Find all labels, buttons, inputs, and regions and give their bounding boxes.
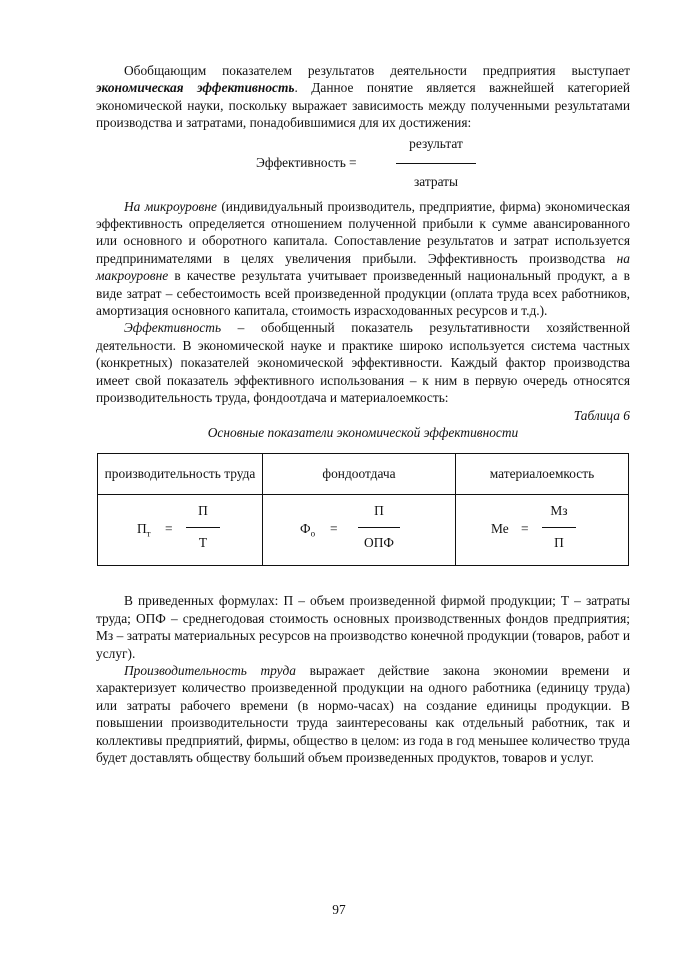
cell-capital-productivity-formula bbox=[263, 495, 456, 566]
formula-equals: = bbox=[330, 521, 338, 537]
header-material-intensity: материалоемкость bbox=[456, 454, 629, 495]
formula-numerator: результат bbox=[409, 135, 463, 151]
term-economic-efficiency: экономическая эффективность bbox=[96, 80, 295, 96]
header-labor-productivity: производительность труда bbox=[98, 454, 263, 495]
formula-material-intensity bbox=[477, 498, 607, 558]
formula-lhs: $П_т$ bbox=[137, 521, 151, 539]
table-title: Основные показатели экономической эффективности bbox=[207, 424, 519, 440]
header-capital-productivity: фондоотдача bbox=[263, 454, 456, 495]
formula-lhs: $Ф_о$ bbox=[300, 521, 316, 539]
fraction-bar bbox=[542, 527, 576, 528]
indicators-table bbox=[97, 453, 629, 566]
formula-denominator: П bbox=[554, 535, 564, 551]
formula-numerator: П bbox=[198, 503, 208, 519]
paragraph-labor-text-b: выражает действие закона экономии времени и характеризует количество произведенной продукции на одного работника (единицу труда) или затраты рабочего времени (в нормо-часах) на создание единицы продукции. В повышении производительности труда заинтересованы как отдельный работник, так и коллективы предприятий, фирмы, общество в целом: из года в год меньшее количество труда будет доставлять обществу больший объем произведенных продуктов, товаров и услуг. bbox=[96, 662, 630, 765]
fraction-bar bbox=[186, 527, 220, 528]
table-header-row bbox=[98, 454, 629, 495]
term-efficiency: Эффективность bbox=[124, 320, 222, 336]
formula-lhs: Ме bbox=[491, 521, 509, 537]
fraction-bar bbox=[358, 527, 400, 528]
page-body bbox=[96, 62, 630, 766]
efficiency-formula bbox=[96, 132, 630, 198]
paragraph-definition-text-b: – обобщенный показатель результативности хозяйственной деятельности. В экономической науке и практике широко используется система частных (конкретных) показателей экономической эффективности. Каждый фактор производства имеет свой показатель эффективного использования – к ним в первую очередь относятся производительность труда, фондоотдача и материалоемкость: bbox=[96, 320, 630, 406]
paragraph-micro-macro bbox=[96, 198, 630, 320]
formula-numerator: Мз bbox=[550, 503, 568, 519]
formula-denominator: ОПФ bbox=[364, 535, 394, 551]
table-formula-row bbox=[98, 495, 629, 566]
formula-capital-productivity bbox=[284, 498, 434, 558]
formula-denominator: затраты bbox=[413, 173, 459, 189]
term-macro-level: на макроуровне bbox=[96, 250, 630, 284]
cell-material-intensity-formula bbox=[456, 495, 629, 566]
paragraph-formula-legend: В приведенных формулах: П – объем произведенной фирмой продукции; Т – затраты труда; ОПФ – среднегодовая стоимость основных производственных фондов предприятия; Мз – затраты материальных ресурсов на производство конечной продукции (товаров, работ и услуг). bbox=[96, 593, 630, 661]
paragraph-micro-text-d: в качестве результата учитывает произведенный национальный продукт, а в виде затрат – себестоимость всей произведенной продукции (оплата труда всех работников, амортизация основного капитала, стоимость израсходованных ресурсов и т.д.). bbox=[96, 268, 630, 319]
formula-labor-productivity bbox=[115, 498, 245, 558]
paragraph-labor-productivity bbox=[96, 662, 630, 766]
formula-equals: = bbox=[521, 521, 529, 537]
paragraph-intro bbox=[96, 62, 630, 132]
table-label: Таблица 6 bbox=[573, 407, 630, 423]
formula-equals: = bbox=[349, 154, 357, 170]
formula-denominator: Т bbox=[198, 535, 208, 551]
formula-lhs: Эффективность bbox=[256, 154, 346, 170]
fraction-bar bbox=[396, 163, 476, 164]
paragraph-intro-text-c: . Данное понятие является важнейшей категорией экономической науки, поскольку выражает зависимость между полученными результатами производства и затратами, понадобившимися для их достижения: bbox=[96, 80, 630, 131]
paragraph-intro-text-a: Обобщающим показателем результатов деятельности предприятия выступает bbox=[124, 63, 630, 78]
paragraph-micro-text-b: (индивидуальный производитель, предприятие, фирма) экономическая эффективность определяется отношением полученной прибыли к сумме авансированного или основного и оборотного капитала. Сопоставление результатов и затрат используется предпринимателями в целях увеличения прибыли. Эффективность производства bbox=[96, 198, 630, 266]
paragraph-efficiency-definition bbox=[96, 319, 630, 406]
formula-equals: = bbox=[165, 521, 173, 537]
page-number: 97 bbox=[332, 902, 346, 917]
cell-labor-productivity-formula bbox=[98, 495, 263, 566]
term-micro-level: На микроуровне bbox=[124, 198, 217, 214]
formula-numerator: П bbox=[374, 503, 384, 519]
term-labor-productivity: Производительность труда bbox=[124, 662, 297, 678]
